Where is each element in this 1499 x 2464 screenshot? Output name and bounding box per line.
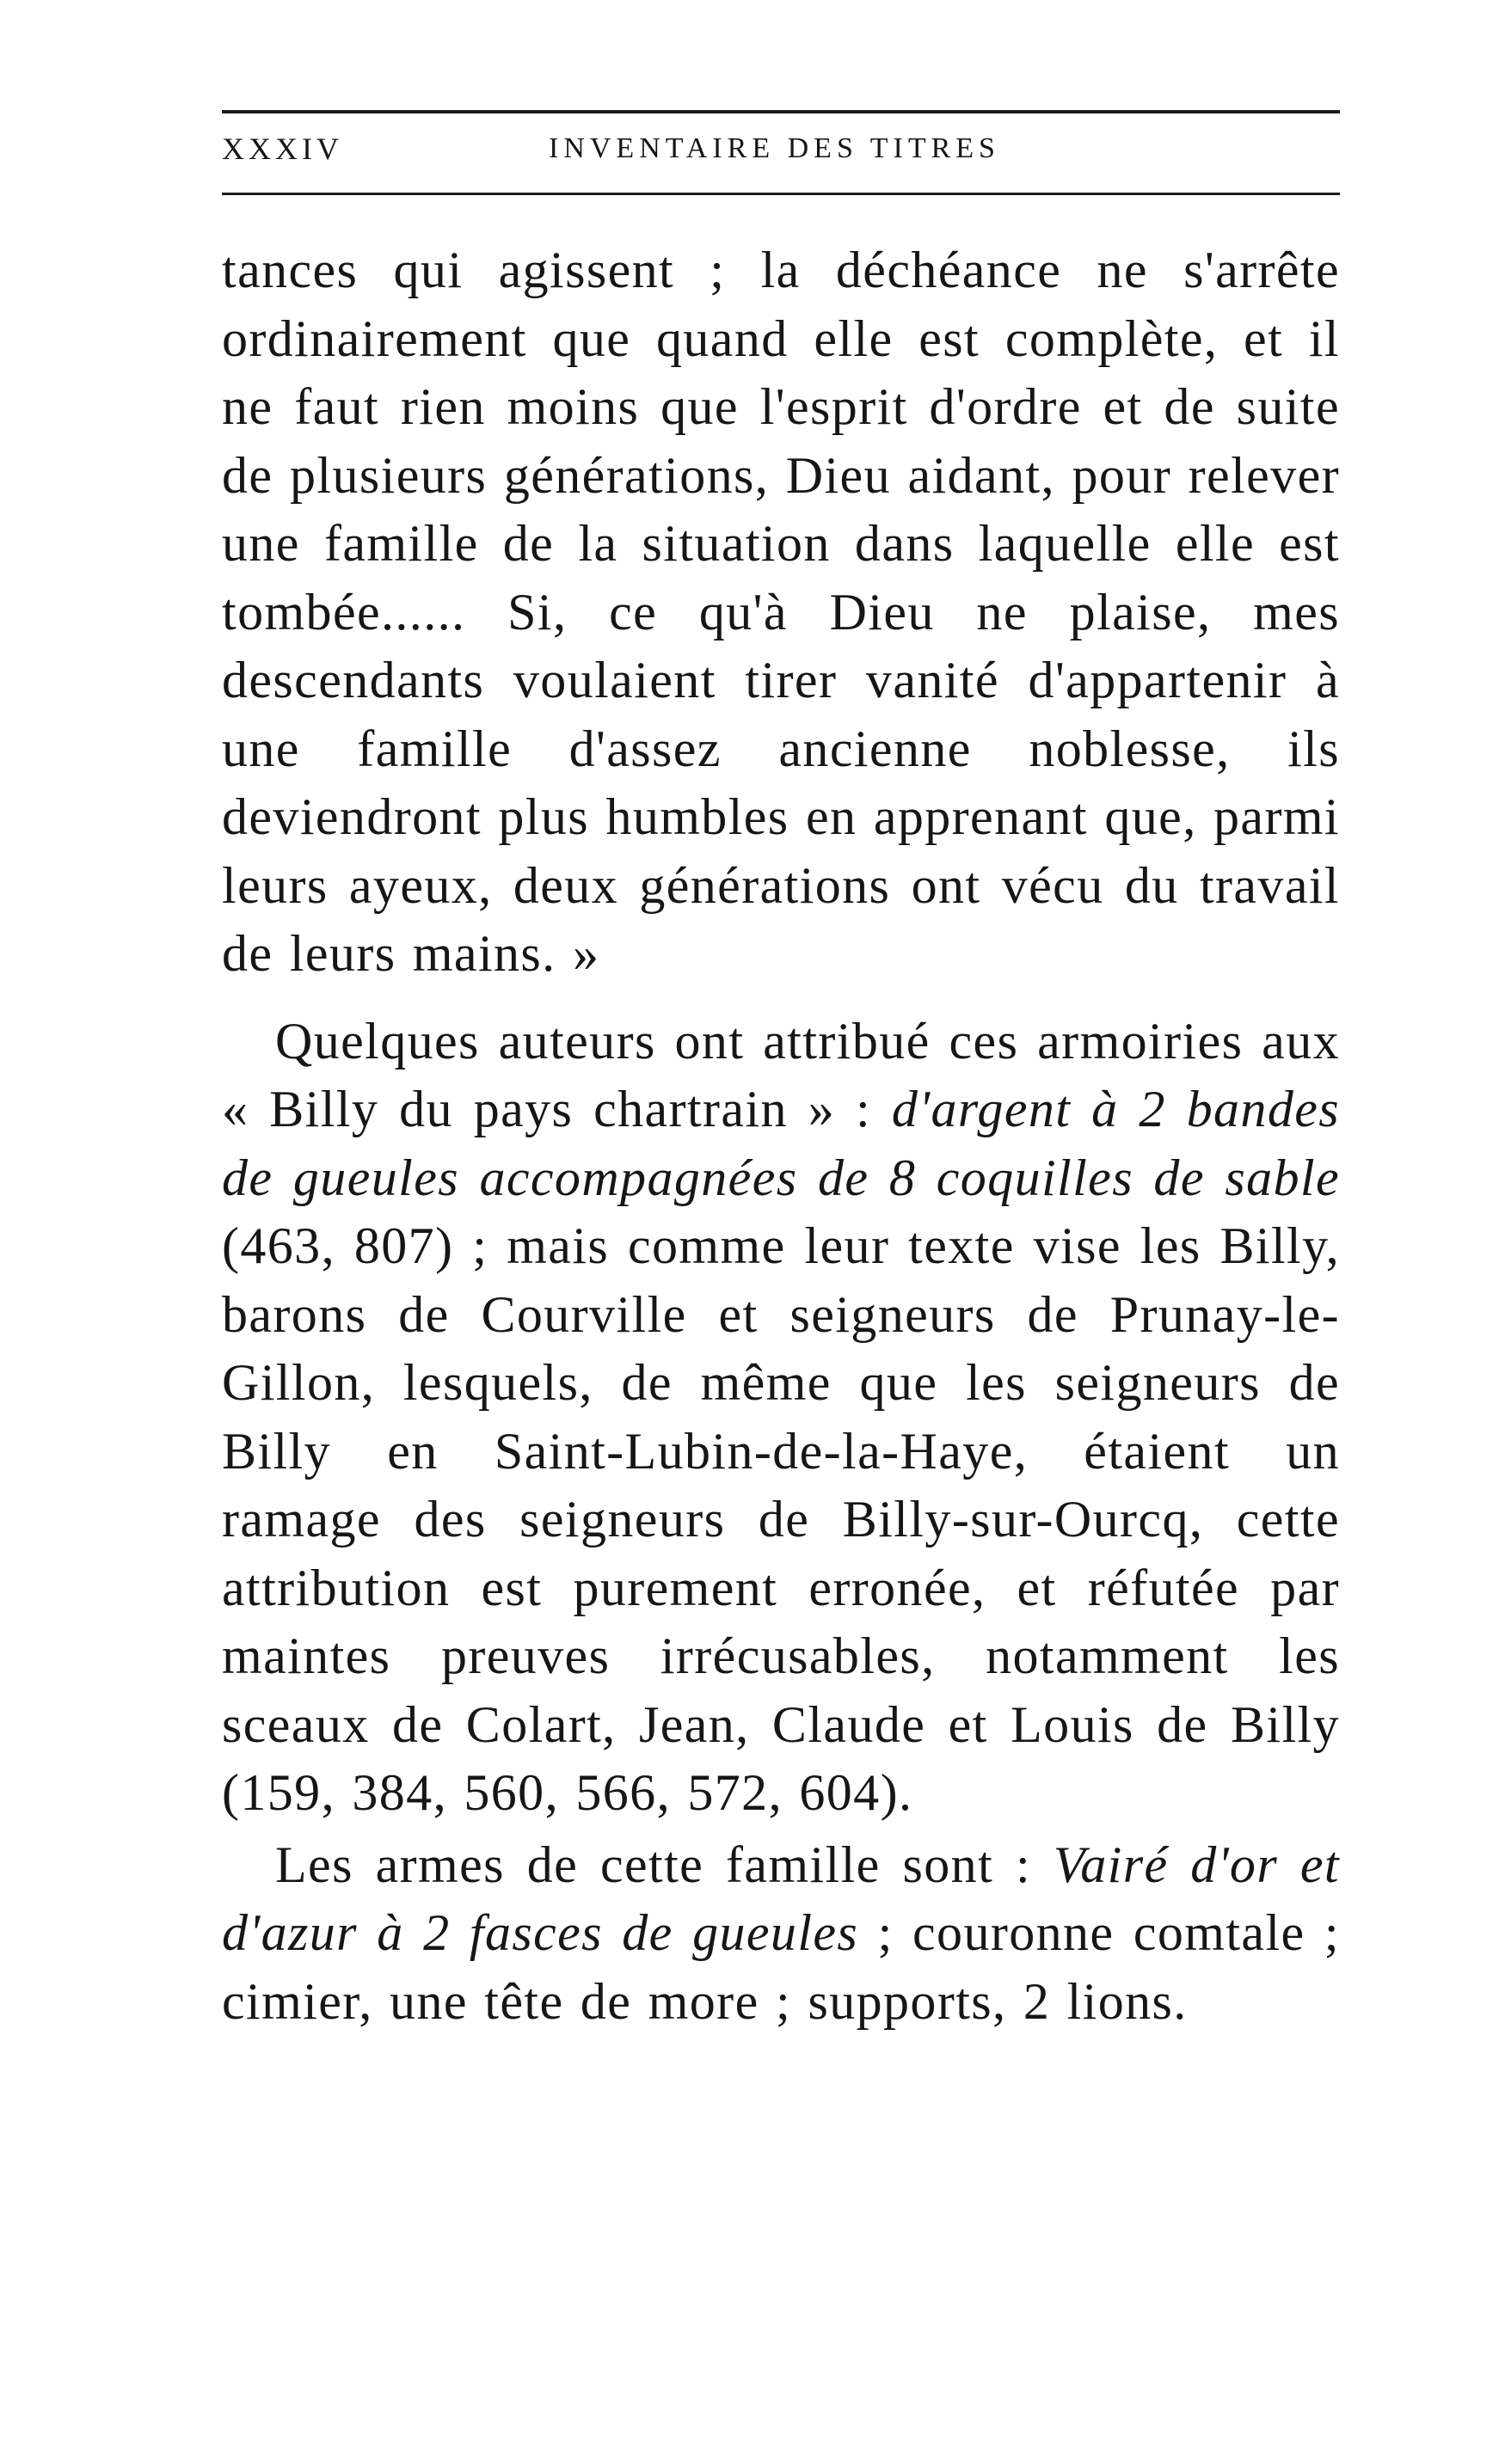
paragraph-attribution <box>222 1008 1340 1828</box>
page-number: XXXIV <box>222 132 343 166</box>
blazon-italic: d'argent à 2 bandes de gueules accompagnées de 8 coquilles de sable <box>222 1081 1340 1206</box>
paragraph-text: (463, 807) ; mais comme leur texte vise les Billy, barons de Courville et seigneurs de Prunay-le-Gillon, lesquels, de même que les seigneurs de Billy en Saint-Lubin-de-la-Haye, étaient un ramage des seigneurs de Billy-sur-Ourcq, cette attribution est purement erronée, et réfutée par maintes preuves irrécusables, notamment les sceaux de Colart, Jean, Claude et Louis de Billy (159, 384, 560, 566, 572, 604). <box>222 1217 1340 1821</box>
paragraph-text: Les armes de cette famille sont : <box>275 1836 1054 1893</box>
paragraph-text: Quelques auteurs ont attribué ces armoiries aux « Billy du pays chartrain » : <box>222 1012 1340 1137</box>
paragraph-text: ; couronne comtale ; cimier, une tête de more ; supports, 2 lions. <box>222 1904 1340 2030</box>
paragraph-arms <box>222 1831 1340 2037</box>
body-text <box>222 236 1340 2036</box>
running-head <box>222 113 1340 193</box>
header-bottom-rule <box>222 193 1340 195</box>
book-page <box>222 110 1340 2036</box>
running-title: INVENTAIRE DES TITRES <box>549 132 1000 164</box>
continued-paragraph: tances qui agissent ; la déchéance ne s'arrête ordinairement que quand elle est complète, et il ne faut rien moins que l'esprit d'ordre et de suite de plusieurs générations, Dieu aidant, pour relever une famille de la situation dans laquelle elle est tombée...... Si, ce qu'à Dieu ne plaise, mes descendants voulaient tirer vanité d'appartenir à une famille d'assez ancienne noblesse, ils deviendront plus humbles en apprenant que, parmi leurs ayeux, deux générations ont vécu du travail de leurs mains. » <box>222 242 1340 982</box>
blazon-italic: Vairé d'or et d'azur à 2 fasces de gueules <box>222 1836 1340 1961</box>
